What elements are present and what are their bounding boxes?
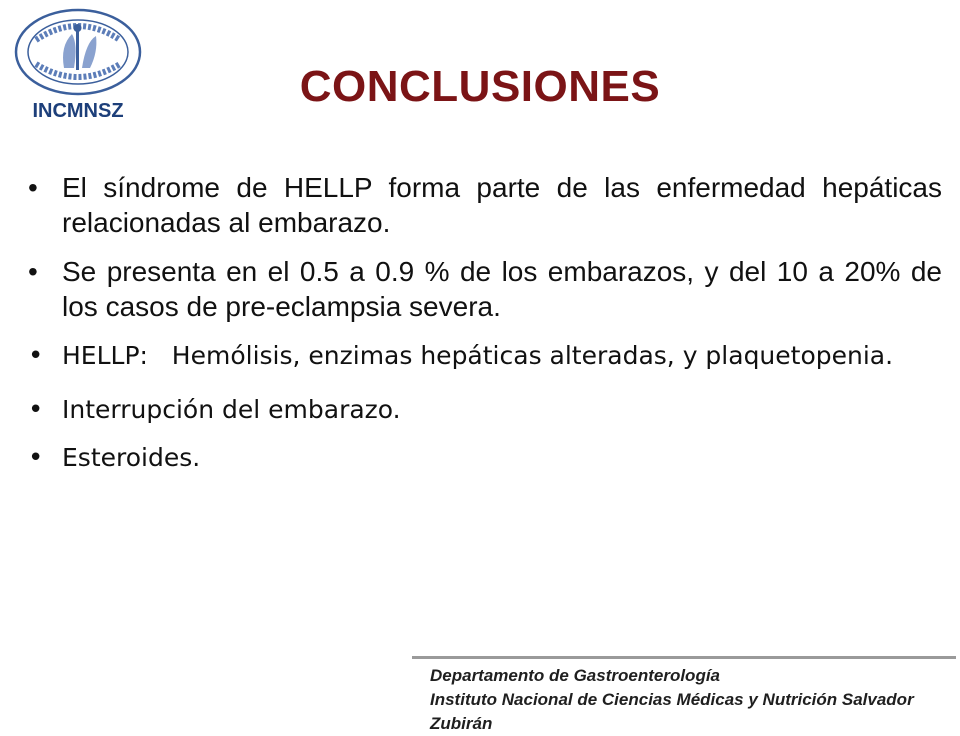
list-item-text: Esteroides. (62, 443, 201, 472)
list-item-text: Se presenta en el 0.5 a 0.9 % de los embarazos, y del 10 a 20% de los casos de pre-eclampsia severa. (62, 256, 942, 322)
bullet-icon: • (28, 172, 38, 203)
list-item (22, 438, 942, 478)
list-item-text: El síndrome de HELLP forma parte de las enfermedad hepáticas relacionadas al embarazo. (62, 172, 942, 238)
logo-acronym: INCMNSZ (32, 100, 124, 122)
bullet-icon: • (28, 341, 44, 371)
list-item (22, 390, 942, 430)
page-title: CONCLUSIONES (299, 62, 661, 111)
bullet-icon: • (28, 395, 44, 425)
list-item-text: Interrupción del embarazo. (62, 395, 401, 424)
list-item (22, 170, 942, 240)
footer (430, 664, 950, 736)
list-item (22, 336, 942, 376)
footer-institute: Instituto Nacional de Ciencias Médicas y Nutrición Salvador Zubirán (430, 690, 914, 733)
bullet-icon: • (28, 256, 38, 287)
list-item (22, 254, 942, 324)
bullet-list (22, 170, 942, 486)
footer-divider (412, 656, 956, 659)
bullet-icon: • (28, 443, 44, 473)
list-item-text: HELLP: Hemólisis, enzimas hepáticas alteradas, y plaquetopenia. (62, 341, 894, 370)
footer-department: Departamento de Gastroenterología (430, 666, 721, 685)
